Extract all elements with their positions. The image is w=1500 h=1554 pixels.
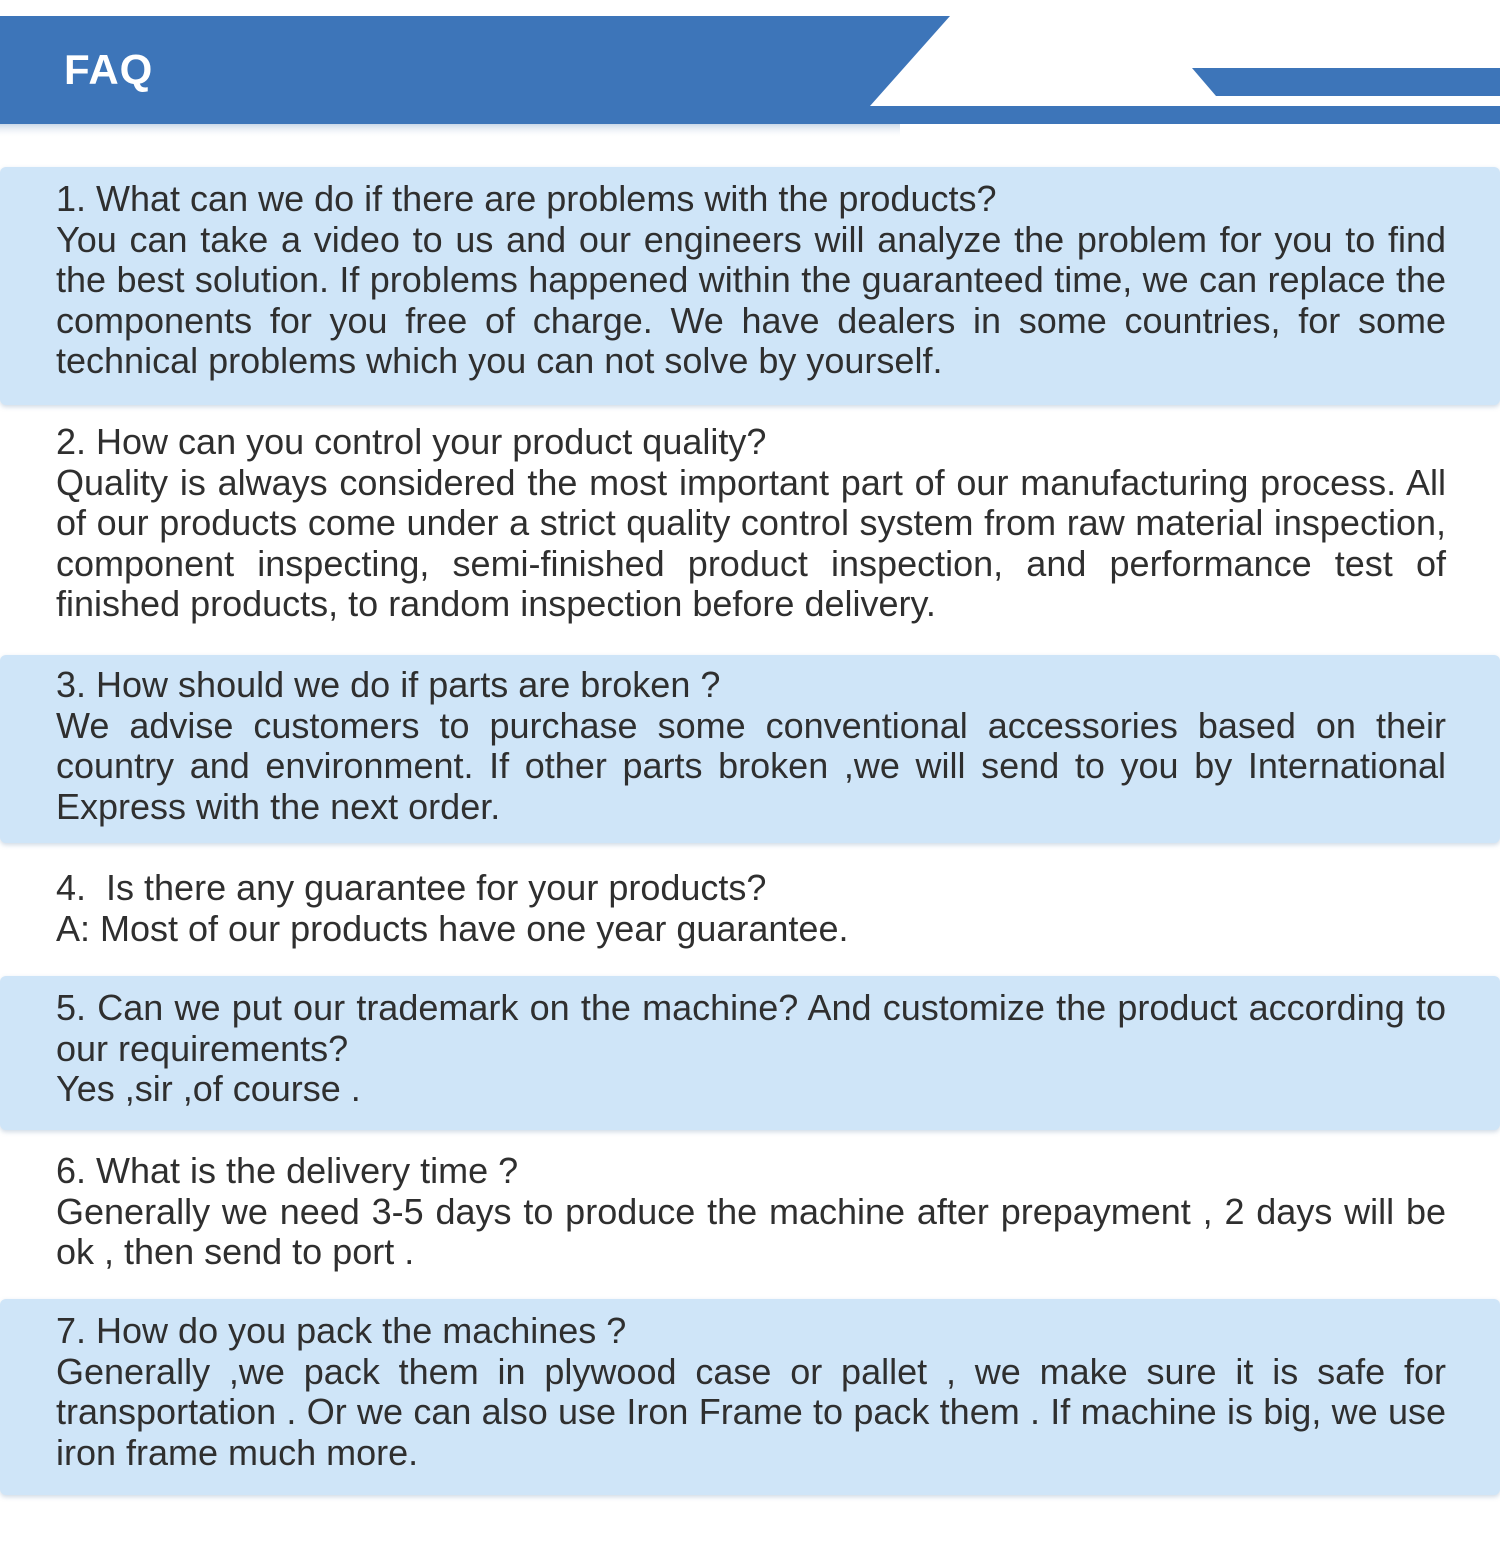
faq-question: 3. How should we do if parts are broken ?	[56, 664, 721, 705]
faq-question: 5. Can we put our trademark on the machine? And customize the product according to our requirements?	[56, 987, 1457, 1069]
faq-question: 6. What is the delivery time ?	[56, 1150, 519, 1191]
faq-answer: We advise customers to purchase some conventional accessories based on their country and environment. If other parts broken ,we will send to you by International Express with the next order.	[56, 704, 1457, 827]
page-title: FAQ	[64, 46, 154, 93]
header-banner-graphic	[0, 0, 1500, 140]
faq-question: 1. What can we do if there are problems with the products?	[56, 178, 997, 219]
faq-answer: You can take a video to us and our engineers will analyze the problem for you to find the best solution. If problems happened within the guaranteed time, we can replace the components for you free of charge. We have dealers in some countries, for some technical problems which you can not solve by yourself.	[56, 218, 1457, 381]
faq-item-6	[0, 1149, 1500, 1289]
faq-item-3	[0, 655, 1500, 843]
faq-question: 2. How can you control your product quality?	[56, 421, 767, 462]
faq-item-4	[0, 866, 1500, 966]
faq-item-5	[0, 976, 1500, 1130]
faq-header	[0, 0, 1500, 140]
banner-strip	[870, 106, 1500, 124]
faq-answer: Yes ,sir ,of course .	[56, 1068, 361, 1109]
faq-question: 4. Is there any guarantee for your products?	[56, 867, 767, 908]
faq-answer: Generally we need 3-5 days to produce the machine after prepayment , 2 days will be ok , then send to port .	[56, 1190, 1457, 1272]
banner-accent	[1192, 68, 1500, 96]
faq-item-7	[0, 1299, 1500, 1495]
faq-answer: Generally ,we pack them in plywood case or pallet , we make sure it is safe for transportation . Or we can also use Iron Frame to pack them . If machine is big, we use iron frame much more.	[56, 1350, 1457, 1473]
faq-item-2	[0, 420, 1500, 640]
faq-item-1	[0, 167, 1500, 405]
faq-answer: Quality is always considered the most important part of our manufacturing process. All of our products come under a strict quality control system from raw material inspection, component inspecting, semi-finished product inspection, and performance test of finished products, to random inspection before delivery.	[56, 461, 1457, 624]
faq-question: 7. How do you pack the machines ?	[56, 1310, 627, 1351]
banner-shadow	[0, 124, 900, 138]
faq-answer: A: Most of our products have one year guarantee.	[56, 907, 849, 949]
